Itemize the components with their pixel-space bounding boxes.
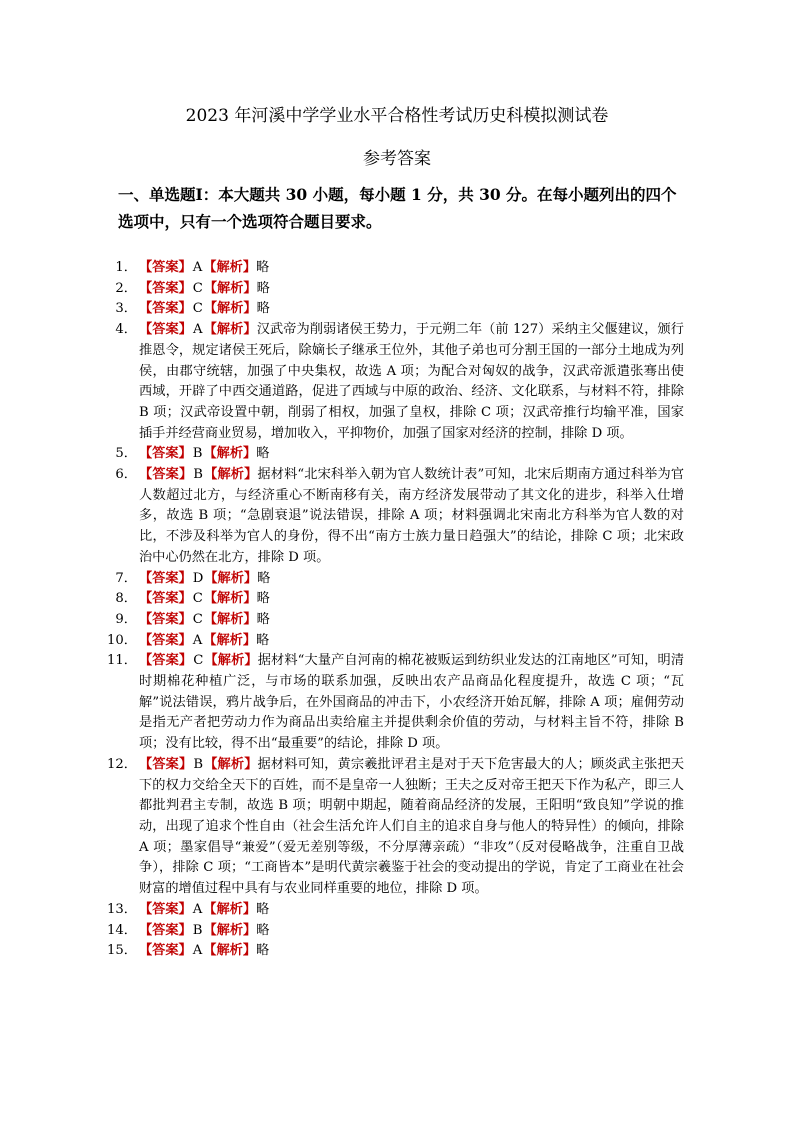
analysis-text: 汉武帝为削弱诸侯王势力，于元朔二年（前 127）采纳主父偃建议，颁行推恩令，规定诸侯王死后，除嫡长子继承王位外，其他子弟也可分割王国的一部分土地成为列侯，由郡守统辖，加强了中央集权，故选 A 项；为配合对匈奴的战争，汉武帝派遣张骞出使西域，开辟了中西交通道路，促进了西域与中原的政治、经济、文化联系，与材料不符，排除 B 项；汉武帝设置中朝，削弱了相权，加强了皇权，排除 C 项；汉武帝推行均输平准，国家插手并经营商业贸易，增加收入，平抑物价，加强了国家对经济的控制，排除 D 项。	[139, 322, 684, 441]
analysis-text: 据材料可知，黄宗羲批评君主是对于天下危害最大的人；顾炎武主张把天下的权力交给全天下的百姓，而不是皇帝一人独断；王夫之反对帝王把天下作为私产，即三人都批判君主专制，故选 B 项；明朝中期起，随着商品经济的发展，王阳明“致良知”学说的推动，出现了追求个性自由（社会生活允许人们自主的追求自身与他人的特异性）的倾向，排除 A 项；墨家倡导“兼爱”（爱无差别等级，不分厚薄亲疏）“非攻”（反对侵略战争，注重自卫战争），排除 C 项；“工商皆本”是明代黄宗羲鉴于社会的变动提出的学说，肯定了工商业在社会财富的增值过程中具有与农业同样重要的地位，排除 D 项。	[139, 756, 685, 897]
answer-option: C	[192, 280, 203, 296]
answer-body	[137, 651, 684, 755]
answer-item	[104, 465, 684, 569]
analysis-label: 【解析】	[204, 570, 258, 586]
answer-label: 【答案】	[139, 922, 192, 938]
analysis-text: 略	[256, 446, 270, 462]
answer-body	[137, 569, 684, 590]
answer-body	[137, 258, 684, 279]
answer-item	[104, 755, 684, 900]
analysis-text: 略	[256, 280, 270, 296]
analysis-text: 略	[256, 260, 270, 275]
answer-option: A	[192, 632, 203, 648]
answer-option: B	[193, 756, 204, 772]
answer-item	[104, 589, 684, 610]
answer-option: C	[192, 591, 203, 607]
page-subtitle: 参考答案	[363, 149, 431, 169]
answer-item	[104, 258, 684, 279]
question-number: 12．	[107, 756, 137, 772]
analysis-label: 【解析】	[203, 322, 257, 338]
question-number: 11．	[107, 653, 137, 669]
answer-item	[104, 631, 684, 652]
analysis-label: 【解析】	[203, 280, 257, 296]
answer-item	[104, 900, 684, 921]
answer-item	[104, 444, 684, 465]
answer-label: 【答案】	[139, 611, 192, 627]
answer-item	[104, 320, 684, 444]
answer-label: 【答案】	[139, 260, 192, 275]
answer-label: 【答案】	[139, 467, 193, 483]
answer-body	[137, 900, 684, 921]
answer-item	[104, 299, 684, 320]
answer-option: C	[192, 611, 203, 627]
question-number: 7．	[115, 570, 137, 586]
answer-option: A	[193, 322, 203, 338]
question-number: 9．	[115, 611, 137, 627]
analysis-label: 【解析】	[203, 301, 257, 317]
analysis-label: 【解析】	[203, 943, 257, 959]
answer-body	[137, 755, 684, 900]
answer-label: 【答案】	[139, 322, 193, 338]
question-number: 15．	[107, 943, 137, 959]
analysis-label: 【解析】	[204, 653, 258, 669]
analysis-text: 据材料“北宋科举入朝为官人数统计表”可知，北宋后期南方通过科举为官人数超过北方，与经济重心不断南移有关，南方经济发展带动了其文化的进步，科举入仕增多，故选 B 项；“急剧衰退”说法错误，排除 A 项；材料强调北宋南北方科举为官人数的对比，不涉及科举为官人的身份，得不出“南方士族力量日趋强大”的结论，排除 C 项；北宋政治中心仍然在北方，排除 D 项。	[139, 467, 685, 565]
answer-item	[104, 921, 684, 942]
analysis-text: 略	[256, 901, 270, 917]
answer-item	[104, 279, 684, 300]
analysis-label: 【解析】	[203, 611, 257, 627]
answer-option: C	[193, 653, 204, 669]
analysis-text: 略	[256, 922, 270, 938]
analysis-text: 略	[256, 301, 270, 317]
analysis-text: 略	[256, 943, 270, 959]
answer-item	[104, 651, 684, 755]
answer-option: B	[192, 446, 203, 462]
answer-option: A	[192, 260, 203, 275]
answer-label: 【答案】	[139, 653, 193, 669]
answer-body	[137, 444, 684, 465]
question-number: 10．	[107, 632, 137, 648]
answer-body	[137, 631, 684, 652]
analysis-label: 【解析】	[204, 756, 258, 772]
answer-label: 【答案】	[139, 943, 192, 959]
answer-label: 【答案】	[139, 446, 192, 462]
question-number: 8．	[115, 591, 137, 607]
answer-option: B	[193, 467, 203, 483]
question-number: 2．	[115, 280, 137, 296]
analysis-text: 略	[256, 611, 270, 627]
answer-option: A	[192, 901, 203, 917]
analysis-label: 【解析】	[203, 922, 257, 938]
answer-body	[137, 320, 684, 444]
analysis-label: 【解析】	[203, 446, 257, 462]
answer-body	[137, 610, 684, 631]
answer-body	[137, 299, 684, 320]
analysis-text: 据材料“大量产自河南的棉花被贩运到纺织业发达的江南地区”可知，明清时期棉花种植广泛，与市场的联系加强，反映出农产品商品化程度提升，故选 C 项；“瓦解”说法错误，鸦片战争后，在外国商品的冲击下，小农经济开始瓦解，排除 A 项；雇佣劳动是指无产者把劳动力作为商品出卖给雇主并提供剩余价值的劳动，与材料主旨不符，排除 B 项；没有比较，得不出“最重要”的结论，排除 D 项。	[139, 653, 684, 752]
analysis-text: 略	[257, 570, 271, 586]
analysis-text: 略	[256, 632, 270, 648]
analysis-text: 略	[256, 591, 270, 607]
answer-option: C	[192, 301, 203, 317]
answer-body	[137, 589, 684, 610]
answer-label: 【答案】	[139, 570, 192, 586]
analysis-label: 【解析】	[203, 591, 257, 607]
answer-label: 【答案】	[139, 901, 192, 917]
section-heading: 一、单选题Ⅰ：本大题共 30 小题，每小题 1 分，共 30 分。在每小题列出的四个选项中，只有一个选项符合题目要求。	[118, 185, 677, 231]
answer-body	[137, 465, 684, 569]
analysis-label: 【解析】	[203, 901, 257, 917]
analysis-label: 【解析】	[203, 632, 257, 648]
answer-body	[137, 279, 684, 300]
question-number: 13．	[107, 901, 137, 917]
answer-label: 【答案】	[139, 591, 192, 607]
answer-label: 【答案】	[139, 756, 193, 772]
answer-option: A	[192, 943, 203, 959]
analysis-label: 【解析】	[204, 467, 258, 483]
question-number: 1．	[115, 260, 137, 275]
answer-option: B	[192, 922, 203, 938]
question-number: 5．	[115, 446, 137, 462]
answer-label: 【答案】	[139, 632, 192, 648]
question-number: 6．	[115, 467, 137, 483]
page-title: 2023 年河溪中学学业水平合格性考试历史科模拟测试卷	[185, 106, 609, 126]
answer-item	[104, 569, 684, 590]
answer-label: 【答案】	[139, 280, 192, 296]
answer-list	[104, 258, 684, 962]
answer-item	[104, 610, 684, 631]
answer-label: 【答案】	[139, 301, 192, 317]
analysis-label: 【解析】	[203, 260, 257, 275]
answer-body	[137, 941, 684, 962]
question-number: 14．	[107, 922, 137, 938]
answer-option: D	[192, 570, 204, 586]
question-number: 4．	[115, 322, 137, 338]
answer-item	[104, 941, 684, 962]
question-number: 3．	[115, 301, 137, 317]
answer-body	[137, 921, 684, 942]
